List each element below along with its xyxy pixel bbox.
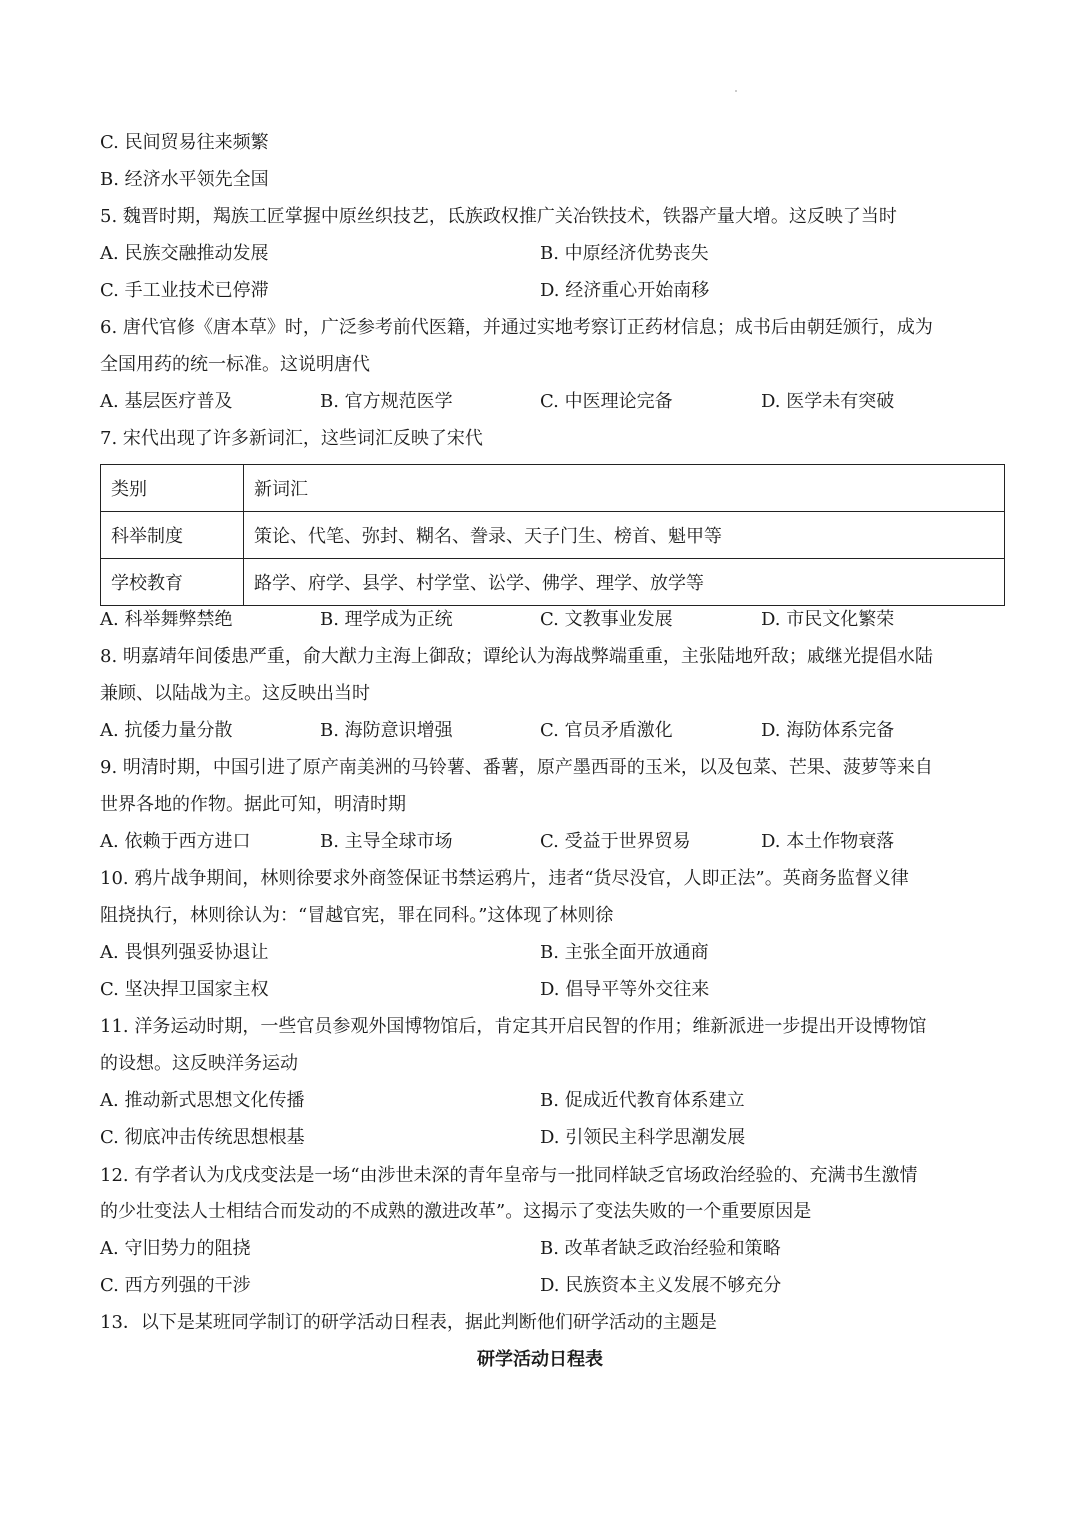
option-a: A. 民族交融推动发展 bbox=[100, 243, 269, 264]
table-cell: 科举制度 bbox=[101, 512, 244, 559]
option-c: C. 西方列强的干涉 bbox=[100, 1275, 251, 1296]
question-6-cont: 全国用药的统一标准。这说明唐代 bbox=[100, 354, 370, 375]
option-b: B. 主张全面开放通商 bbox=[540, 942, 709, 963]
option-d: D. 倡导平等外交往来 bbox=[540, 979, 710, 1000]
question-9-cont: 世界各地的作物。据此可知，明清时期 bbox=[100, 794, 406, 815]
vocabulary-table bbox=[100, 464, 1005, 606]
option-d: D. 本土作物衰落 bbox=[761, 831, 895, 852]
option-a: A. 推动新式思想文化传播 bbox=[100, 1090, 305, 1111]
option-line: C. 民间贸易往来频繁 bbox=[100, 132, 269, 153]
option-a: A. 基层医疗普及 bbox=[100, 391, 233, 412]
option-d: D. 经济重心开始南移 bbox=[540, 280, 710, 301]
option-c: C. 文教事业发展 bbox=[540, 609, 673, 630]
option-d: D. 引领民主科学思潮发展 bbox=[540, 1127, 746, 1148]
option-a: A. 抗倭力量分散 bbox=[100, 720, 233, 741]
option-b: B. 主导全球市场 bbox=[320, 831, 453, 852]
schedule-title: 研学活动日程表 bbox=[477, 1349, 603, 1370]
option-a: A. 守旧势力的阻挠 bbox=[100, 1238, 251, 1259]
question-11-cont: 的设想。这反映洋务运动 bbox=[100, 1053, 298, 1074]
option-b: B. 理学成为正统 bbox=[320, 609, 453, 630]
question-8: 8. 明嘉靖年间倭患严重，俞大猷力主海上御敌；谭纶认为海战弊端重重，主张陆地歼敌；戚继光提倡水陆 bbox=[100, 646, 933, 667]
option-c: C. 受益于世界贸易 bbox=[540, 831, 691, 852]
question-11: 11. 洋务运动时期，一些官员参观外国博物馆后，肯定其开启民智的作用；维新派进一步提出开设博物馆 bbox=[100, 1016, 927, 1037]
table-row bbox=[101, 559, 1005, 606]
option-a: A. 科举舞弊禁绝 bbox=[100, 609, 233, 630]
option-c: C. 坚决捍卫国家主权 bbox=[100, 979, 269, 1000]
option-c: C. 中医理论完备 bbox=[540, 391, 673, 412]
option-b: B. 中原经济优势丧失 bbox=[540, 243, 709, 264]
option-b: B. 海防意识增强 bbox=[320, 720, 453, 741]
option-b: B. 促成近代教育体系建立 bbox=[540, 1090, 745, 1111]
table-header-row bbox=[101, 465, 1005, 512]
question-13: 13．以下是某班同学制订的研学活动日程表，据此判断他们研学活动的主题是 bbox=[100, 1312, 717, 1333]
table-header-cell: 新词汇 bbox=[244, 465, 1005, 512]
question-10-cont: 阻挠执行，林则徐认为：“冒越官宪，罪在同科。”这体现了林则徐 bbox=[100, 905, 614, 926]
option-c: C. 彻底冲击传统思想根基 bbox=[100, 1127, 305, 1148]
option-b: B. 改革者缺乏政治经验和策略 bbox=[540, 1238, 781, 1259]
table-header-cell: 类别 bbox=[101, 465, 244, 512]
option-c: C. 官员矛盾激化 bbox=[540, 720, 673, 741]
option-a: A. 畏惧列强妥协退让 bbox=[100, 942, 269, 963]
question-9: 9. 明清时期，中国引进了原产南美洲的马铃薯、番薯，原产墨西哥的玉米，以及包菜、芒果、菠萝等来自 bbox=[100, 757, 933, 778]
option-d: D. 市民文化繁荣 bbox=[761, 609, 895, 630]
table-cell: 路学、府学、县学、村学堂、讼学、佛学、理学、放学等 bbox=[244, 559, 1005, 606]
table-cell: 策论、代笔、弥封、糊名、誊录、天子门生、榜首、魁甲等 bbox=[244, 512, 1005, 559]
question-7: 7. 宋代出现了许多新词汇，这些词汇反映了宋代 bbox=[100, 428, 483, 449]
table-row bbox=[101, 512, 1005, 559]
scan-speck bbox=[735, 90, 737, 92]
option-a: A. 依赖于西方进口 bbox=[100, 831, 251, 852]
question-5: 5. 魏晋时期，羯族工匠掌握中原丝织技艺，氐族政权推广关冶铁技术，铁器产量大增。这反映了当时 bbox=[100, 206, 897, 227]
option-d: D. 海防体系完备 bbox=[761, 720, 895, 741]
question-8-cont: 兼顾、以陆战为主。这反映出当时 bbox=[100, 683, 370, 704]
option-line: B. 经济水平领先全国 bbox=[100, 169, 269, 190]
question-10: 10. 鸦片战争期间，林则徐要求外商签保证书禁运鸦片，违者“货尽没官，人即正法”。英商务监督义律 bbox=[100, 868, 909, 889]
option-c: C. 手工业技术已停滞 bbox=[100, 280, 269, 301]
option-d: D. 医学未有突破 bbox=[761, 391, 895, 412]
table-cell: 学校教育 bbox=[101, 559, 244, 606]
option-d: D. 民族资本主义发展不够充分 bbox=[540, 1275, 782, 1296]
question-12-cont: 的少壮变法人士相结合而发动的不成熟的激进改革”。这揭示了变法失败的一个重要原因是 bbox=[100, 1201, 812, 1222]
question-6: 6. 唐代官修《唐本草》时，广泛参考前代医籍，并通过实地考察订正药材信息；成书后由朝廷颁行，成为 bbox=[100, 317, 933, 338]
question-12: 12. 有学者认为戊戌变法是一场“由涉世未深的青年皇帝与一批同样缺乏官场政治经验的、充满书生激情 bbox=[100, 1165, 918, 1186]
option-b: B. 官方规范医学 bbox=[320, 391, 453, 412]
